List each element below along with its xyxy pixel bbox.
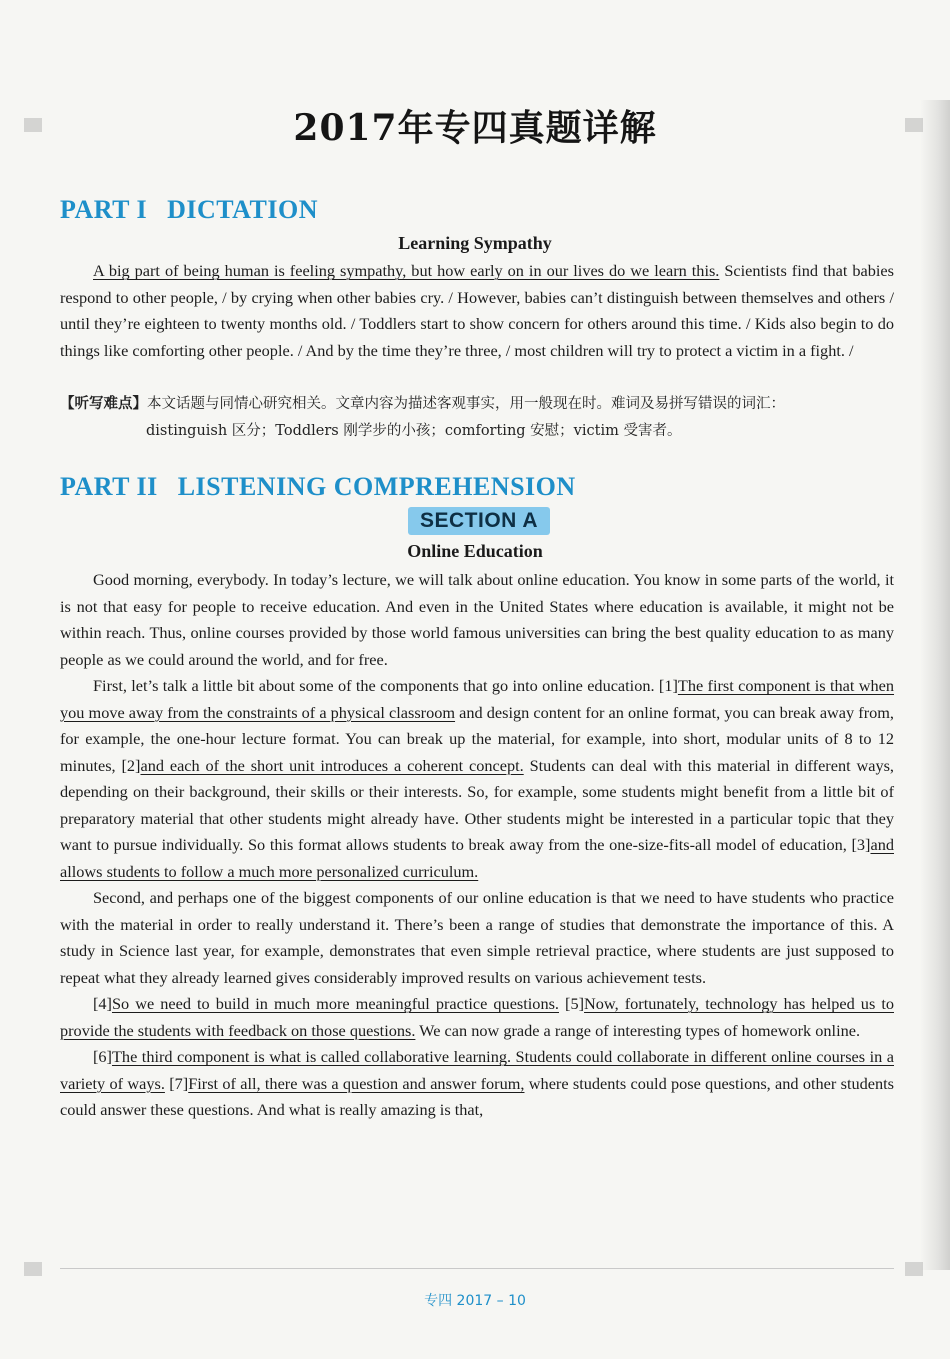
part2-subtitle: Online Education — [407, 541, 543, 561]
answer-number: [5] — [559, 994, 585, 1013]
answer-number: [7] — [164, 1073, 189, 1093]
paragraph-text: and design content for an online format, you can break away from, for example, the one-hour lecture format. You can break up the material, for example, into short, modular units of 8 to 12 minutes, [2] — [60, 702, 895, 775]
paragraph-text: where students could pose questions, and other students could answer these questions. And what is really amazing is that, — [60, 1073, 895, 1119]
paragraph: Second, and perhaps one of the biggest components of our online education is that we need to have students who practice with the material in order to really understand it. There’s been a range of studies that demonstrate the importance of this. A study in Science last year, for example, demonstrates that even simple retrieval practice, where students are just supposed to repeat what they already learned gives considerably improved results on various achievement tests. — [60, 888, 894, 987]
registration-mark — [24, 1262, 42, 1276]
paragraph-text: First, let’s talk a little bit about some of the components that go into online education. [1] — [93, 676, 678, 695]
note-text: 本文话题与同情心研究相关。文章内容为描述客观事实，用一般现在时。难词及易拼写错误的词汇： — [147, 396, 785, 412]
answer-underline-6: The third component is what is called collaborative learning. Students could collaborate in different online courses in a variety of ways. — [60, 1047, 894, 1093]
dictation-text: Scientists find that babies respond to other people, / by crying when other babies cry. / However, babies can’t distinguish between themselves and others / until they’re eighteen to twenty months old. / Toddlers start to show concern for others around this time. / Kids also begin to do things like comforting other people. / And by the time they’re three, / most children will try to protect a victim in a fight. / — [60, 261, 894, 360]
lecture-transcript — [60, 567, 894, 1124]
dictation-underlined-sentence: A big part of being human is feeling sympathy, but how early on in our lives do we learn this. — [93, 261, 720, 280]
part1-number: PART I — [60, 195, 148, 224]
answer-underline-2: and each of the short unit introduces a coherent concept. — [140, 755, 524, 775]
answer-number: [6] — [93, 1047, 112, 1066]
page-edge-shadow — [920, 100, 950, 1270]
page-footer: 专四 2017 – 10 — [424, 1293, 526, 1309]
dictation-passage — [60, 258, 894, 364]
answer-underline-4: So we need to build in much more meaningful practice questions. — [111, 994, 559, 1013]
registration-mark — [905, 1262, 923, 1276]
dictation-note — [60, 391, 894, 445]
part2-number: PART II — [60, 472, 158, 501]
paragraph — [60, 1044, 894, 1124]
paragraph: Good morning, everybody. In today’s lecture, we will talk about online education. You know in some parts of the world, it is not that easy for people to receive education. And even in the United States where education is available, it might not be within reach. Thus, online courses provided by those world famous universities can bring the best quality education to as many people as we could around the world, and for free. — [60, 570, 894, 669]
footer-divider — [60, 1268, 894, 1269]
answer-underline-5: Now, fortunately, technology has helped us to provide the students with feedback on those questions. — [60, 994, 894, 1040]
part2-heading — [60, 472, 576, 502]
part1-subtitle: Learning Sympathy — [398, 233, 552, 253]
note-words: distinguish 区分；Toddlers 刚学步的小孩；comforting 安慰；victim 受害者。 — [146, 423, 682, 439]
answer-underline-7: First of all, there was a question and answer forum, — [188, 1073, 525, 1093]
part1-name: DICTATION — [167, 195, 318, 224]
paragraph — [60, 673, 894, 885]
part2-name: LISTENING COMPREHENSION — [177, 472, 576, 501]
answer-underline-3: and allows students to follow a much more personalized curriculum. — [60, 835, 894, 881]
note-label: 【听写难点】 — [60, 396, 147, 412]
section-badge: SECTION A — [408, 507, 550, 535]
paragraph-text: We can now grade a range of interesting types of homework online. — [415, 1020, 861, 1040]
paragraph-text: Students can deal with this material in different ways, depending on their background, their skills or their interests. So, for example, some students might benefit from a little bit of preparatory material that other students might already have. Other students might be interested in a particular topic that they want to pursue individually. So this format allows students to break away from the one-size-fits-all model of education, [3] — [60, 755, 895, 854]
paragraph — [60, 991, 894, 1044]
answer-number: [4] — [93, 994, 112, 1013]
page-title: 2017年专四真题详解 — [293, 107, 657, 149]
answer-underline-1: The first component is that when you move away from the constraints of a physical classroom — [60, 676, 895, 722]
part1-heading — [60, 195, 318, 225]
